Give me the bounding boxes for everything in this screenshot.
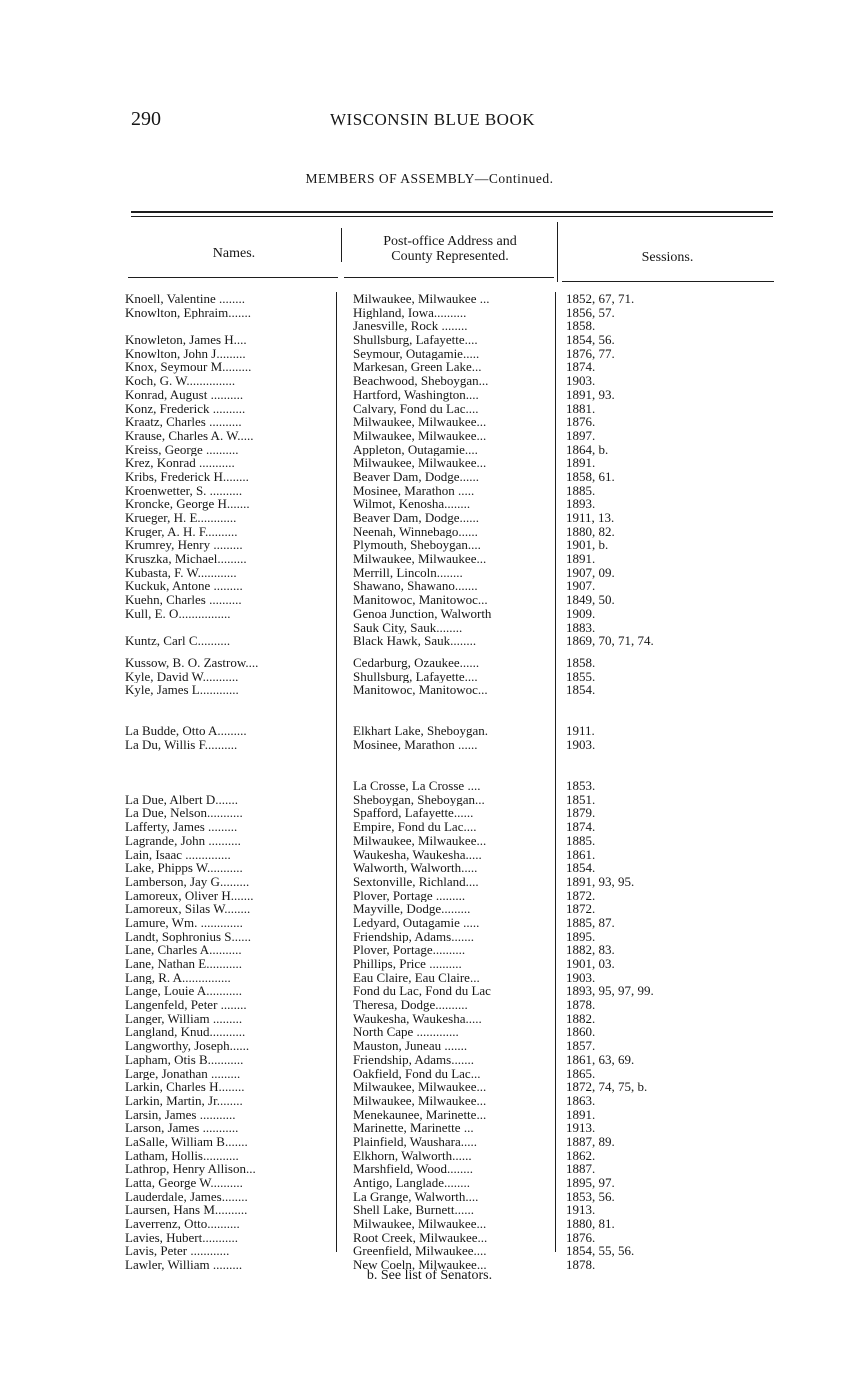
member-name: Lafferty, James ......... xyxy=(125,820,238,834)
table-row xyxy=(0,429,859,443)
table-row xyxy=(0,1053,859,1067)
table-row xyxy=(0,484,859,498)
member-address: Milwaukee, Milwaukee... xyxy=(353,1080,487,1094)
table-row xyxy=(0,511,859,525)
member-sessions: 1885. xyxy=(566,482,596,498)
member-address: Friendship, Adams....... xyxy=(353,929,474,944)
member-address: North Cape ............. xyxy=(353,1025,459,1040)
member-name: Latta, George W.......... xyxy=(125,1176,243,1190)
member-sessions: 1880, 81. xyxy=(566,1216,615,1232)
member-name: La Due, Nelson........... xyxy=(125,806,243,821)
member-address: Plover, Portage ......... xyxy=(353,888,466,903)
member-name: Lake, Phipps W........... xyxy=(125,861,243,875)
member-sessions: 1858. xyxy=(566,318,596,334)
member-sessions: 1885. xyxy=(566,832,596,848)
table-row xyxy=(0,738,859,752)
table-row xyxy=(0,648,859,656)
table-row xyxy=(0,656,859,670)
table-row xyxy=(0,1244,859,1258)
table-row xyxy=(0,916,859,930)
member-name: Langenfeld, Peter ........ xyxy=(125,998,247,1012)
member-address: Milwaukee, Milwaukee... xyxy=(353,428,487,443)
member-address: New Coeln, Milwaukee... xyxy=(353,1258,487,1272)
member-name: Kribs, Frederick H........ xyxy=(125,469,249,484)
member-address: Milwaukee, Milwaukee... xyxy=(353,456,487,470)
member-name: Langland, Knud........... xyxy=(125,1025,246,1040)
table-title: MEMBERS OF ASSEMBLY—Continued. xyxy=(305,171,554,186)
member-address: Black Hawk, Sauk........ xyxy=(353,634,477,648)
member-name: Lamure, Wm. ............. xyxy=(125,915,243,930)
member-sessions: 1882. xyxy=(566,1010,596,1026)
member-name: Krumrey, Henry ......... xyxy=(125,538,243,553)
table-row xyxy=(0,1012,859,1026)
table-top-rule xyxy=(131,211,773,213)
member-name: La Due, Albert D....... xyxy=(125,792,239,807)
member-sessions: 1852, 67, 71. xyxy=(566,291,635,306)
member-address: Manitowoc, Manitowoc... xyxy=(353,593,488,607)
member-address: Merrill, Lincoln........ xyxy=(353,565,463,580)
table-row xyxy=(0,607,859,621)
member-name: Lamoreux, Oliver H....... xyxy=(125,888,254,903)
table-row xyxy=(0,697,859,724)
member-name: Krause, Charles A. W..... xyxy=(125,428,254,443)
member-address: Milwaukee, Milwaukee... xyxy=(353,552,487,566)
member-sessions: 1885, 87. xyxy=(566,914,615,930)
member-sessions: 1907. xyxy=(566,578,596,594)
member-sessions: 1903. xyxy=(566,373,596,389)
table-row xyxy=(0,902,859,916)
column-divider-left xyxy=(341,228,342,262)
table-row xyxy=(0,779,859,793)
member-name: Langer, William ......... xyxy=(125,1011,243,1026)
member-sessions: 1854, 56. xyxy=(566,332,615,348)
member-name: Kull, E. O................ xyxy=(125,606,231,621)
member-name: Kroenwetter, S. .......... xyxy=(125,483,243,498)
table-row xyxy=(0,566,859,580)
table-row xyxy=(0,292,859,306)
member-sessions: 1855. xyxy=(566,668,596,684)
member-sessions: 1874. xyxy=(566,359,596,375)
member-sessions: 1897. xyxy=(566,427,596,443)
member-name: Lamoreux, Silas W........ xyxy=(125,902,251,916)
page-number: 290 xyxy=(131,108,161,130)
table-row xyxy=(0,347,859,361)
table-row xyxy=(0,552,859,566)
member-name: Latham, Hollis........... xyxy=(125,1148,239,1163)
member-address: Mosinee, Marathon ..... xyxy=(353,483,475,498)
member-sessions: 1872, 74, 75, b. xyxy=(566,1079,648,1095)
table-row xyxy=(0,875,859,889)
member-address: Fond du Lac, Fond du Lac xyxy=(353,984,491,999)
member-name: Lane, Charles A.......... xyxy=(125,943,242,958)
member-sessions: 1854, 55, 56. xyxy=(566,1243,635,1259)
member-name: Kubasta, F. W............ xyxy=(125,565,237,580)
member-sessions: 1909. xyxy=(566,605,596,621)
table-row xyxy=(0,1025,859,1039)
column-header-address xyxy=(345,234,555,264)
member-address: Beaver Dam, Dodge...... xyxy=(353,511,479,525)
member-name: Kyle, James L............ xyxy=(125,683,239,697)
member-sessions: 1895, 97. xyxy=(566,1175,615,1191)
member-sessions: 1876. xyxy=(566,414,596,430)
member-name: Konz, Frederick .......... xyxy=(125,401,246,416)
member-sessions: 1878. xyxy=(566,997,596,1013)
member-sessions: 1891, 93. xyxy=(566,386,615,402)
table-row xyxy=(0,634,859,648)
member-sessions: 1854. xyxy=(566,682,596,698)
member-name: Lavies, Hubert........... xyxy=(125,1230,239,1245)
member-name: Konrad, August .......... xyxy=(125,387,244,402)
member-sessions: 1864, b. xyxy=(566,441,609,457)
member-sessions: 1872. xyxy=(566,887,596,903)
member-sessions: 1893. xyxy=(566,496,596,512)
column-divider-right xyxy=(557,222,558,282)
table-row xyxy=(0,670,859,684)
member-sessions: 1911, 13. xyxy=(566,510,615,525)
member-name: Larsin, James ........... xyxy=(125,1107,236,1122)
member-name: Larson, James ........... xyxy=(125,1121,239,1135)
member-name: Lamberson, Jay G......... xyxy=(125,874,250,889)
member-sessions: 1856, 57. xyxy=(566,304,615,320)
member-name: Lathrop, Henry Allison... xyxy=(125,1162,256,1177)
member-address: Sheboygan, Sheboygan... xyxy=(353,792,485,807)
table-row xyxy=(0,1039,859,1053)
table-row xyxy=(0,1190,859,1204)
member-name: Langworthy, Joseph...... xyxy=(125,1039,250,1053)
member-address: Highland, Iowa.......... xyxy=(353,305,467,320)
member-name: Larkin, Charles H........ xyxy=(125,1080,245,1094)
member-address: La Crosse, La Crosse .... xyxy=(353,779,481,793)
member-name: Lawler, William ......... xyxy=(125,1258,243,1272)
member-address: La Grange, Walworth.... xyxy=(353,1189,479,1204)
member-name: Knox, Seymour M......... xyxy=(125,360,252,375)
member-name: Krueger, H. E............ xyxy=(125,511,237,525)
member-address: Milwaukee, Milwaukee... xyxy=(353,415,487,429)
table-row xyxy=(0,971,859,985)
member-address: Shell Lake, Burnett...... xyxy=(353,1203,474,1218)
member-address: Waukesha, Waukesha..... xyxy=(353,847,482,862)
member-address: Antigo, Langlade........ xyxy=(353,1176,470,1190)
table-row xyxy=(0,861,859,875)
member-address: Shullsburg, Lafayette.... xyxy=(353,669,478,684)
member-address: Theresa, Dodge.......... xyxy=(353,998,468,1012)
member-address: Milwaukee, Milwaukee... xyxy=(353,833,487,848)
member-name: La Budde, Otto A......... xyxy=(125,724,247,739)
member-address: Mauston, Juneau ....... xyxy=(353,1039,468,1053)
table-row xyxy=(0,1067,859,1081)
table-row xyxy=(0,752,859,779)
table-row xyxy=(0,1108,859,1122)
member-sessions: 1851. xyxy=(566,791,596,807)
table-row xyxy=(0,793,859,807)
member-address: Plover, Portage.......... xyxy=(353,943,466,958)
table-row xyxy=(0,388,859,402)
member-name: LaSalle, William B....... xyxy=(125,1134,248,1149)
member-address: Sauk City, Sauk........ xyxy=(353,620,463,635)
member-address: Seymour, Outagamie..... xyxy=(353,346,480,361)
member-name: Knowlton, Ephraim....... xyxy=(125,305,252,320)
table-row xyxy=(0,538,859,552)
member-name: Knowleton, James H.... xyxy=(125,333,247,347)
table-row xyxy=(0,525,859,539)
member-address: Plymouth, Sheboygan.... xyxy=(353,538,481,553)
member-name: Koch, G. W............... xyxy=(125,374,236,388)
table-row xyxy=(0,456,859,470)
table-row xyxy=(0,1231,859,1245)
column-header-names: Names. xyxy=(212,246,256,261)
member-sessions: 1861, 63, 69. xyxy=(566,1051,635,1067)
member-address: Friendship, Adams....... xyxy=(353,1052,474,1067)
member-address: Elkhorn, Walworth...... xyxy=(353,1148,472,1163)
column-header-sessions: Sessions. xyxy=(641,250,694,265)
running-title: WISCONSIN BLUE BOOK xyxy=(330,110,535,129)
member-sessions: 1891. xyxy=(566,551,596,567)
member-address: Oakfield, Fond du Lac... xyxy=(353,1066,481,1081)
member-address: Calvary, Fond du Lac.... xyxy=(353,401,479,416)
member-name: Knoell, Valentine ........ xyxy=(125,292,245,306)
member-sessions: 1911. xyxy=(566,723,595,739)
member-address: Spafford, Lafayette...... xyxy=(353,806,474,821)
member-sessions: 1907, 09. xyxy=(566,564,615,580)
member-sessions: 1903. xyxy=(566,969,596,985)
member-address: Mayville, Dodge......... xyxy=(353,902,471,916)
member-name: Large, Jonathan ......... xyxy=(125,1066,241,1081)
member-sessions: 1876. xyxy=(566,1229,596,1245)
member-name: Lain, Isaac .............. xyxy=(125,847,231,862)
member-sessions: 1880, 82. xyxy=(566,523,615,539)
member-address: Marinette, Marinette ... xyxy=(353,1121,474,1135)
footnote: b. See list of Senators. xyxy=(366,1268,493,1283)
header-rule-sessions xyxy=(562,281,774,282)
member-sessions: 1883. xyxy=(566,619,596,635)
table-row xyxy=(0,1176,859,1190)
member-sessions: 1876, 77. xyxy=(566,345,615,361)
member-name: Kraatz, Charles .......... xyxy=(125,415,242,429)
table-row xyxy=(0,1094,859,1108)
member-sessions: 1865. xyxy=(566,1065,596,1081)
table-row xyxy=(0,319,859,333)
member-sessions: 1913. xyxy=(566,1202,596,1218)
table-row xyxy=(0,957,859,971)
member-sessions: 1872. xyxy=(566,901,596,917)
member-address: Plainfield, Waushara..... xyxy=(353,1134,477,1149)
column-header-address-line1: Post-office Address and xyxy=(383,234,517,249)
member-sessions: 1893, 95, 97, 99. xyxy=(566,983,654,999)
member-sessions: 1887. xyxy=(566,1161,596,1177)
member-name: Lauderdale, James........ xyxy=(125,1189,248,1204)
table-row xyxy=(0,1203,859,1217)
member-name: Lang, R. A............... xyxy=(125,970,231,985)
member-sessions: 1869, 70, 71, 74. xyxy=(566,633,654,649)
member-address: Manitowoc, Manitowoc... xyxy=(353,683,488,697)
member-name: Kyle, David W........... xyxy=(125,669,239,684)
member-list xyxy=(0,292,859,1272)
member-address: Milwaukee, Milwaukee... xyxy=(353,1217,487,1231)
member-sessions: 1878. xyxy=(566,1257,596,1273)
member-name: Lapham, Otis B........... xyxy=(125,1052,244,1067)
member-address: Beachwood, Sheboygan... xyxy=(353,374,489,388)
member-name: Kroncke, George H....... xyxy=(125,497,250,512)
member-name: Kussow, B. O. Zastrow.... xyxy=(125,655,259,670)
table-row xyxy=(0,621,859,635)
member-name: Knowlton, John J......... xyxy=(125,346,246,361)
member-sessions: 1854. xyxy=(566,860,596,876)
table-row xyxy=(0,333,859,347)
member-name: Lange, Louie A........... xyxy=(125,984,242,999)
table-row xyxy=(0,1080,859,1094)
member-address: Waukesha, Waukesha..... xyxy=(353,1011,482,1026)
member-address: Root Creek, Milwaukee... xyxy=(353,1230,488,1245)
member-address: Greenfield, Milwaukee.... xyxy=(353,1244,487,1259)
member-sessions: 1891, 93, 95. xyxy=(566,873,635,889)
table-row xyxy=(0,943,859,957)
table-row xyxy=(0,724,859,738)
member-sessions: 1857. xyxy=(566,1038,596,1054)
member-name: Kreiss, George .......... xyxy=(125,442,239,457)
table-row xyxy=(0,848,859,862)
member-address: Beaver Dam, Dodge...... xyxy=(353,469,479,484)
member-sessions: 1887, 89. xyxy=(566,1133,615,1149)
member-sessions: 1874. xyxy=(566,819,596,835)
member-address: Empire, Fond du Lac.... xyxy=(353,820,477,834)
table-row xyxy=(0,930,859,944)
member-address: Elkhart Lake, Sheboygan. xyxy=(353,724,489,739)
member-address: Marshfield, Wood........ xyxy=(353,1162,474,1177)
table-row xyxy=(0,1162,859,1176)
member-sessions: 1863. xyxy=(566,1092,596,1108)
member-sessions: 1858. xyxy=(566,654,596,670)
table-row xyxy=(0,306,859,320)
member-address: Neenah, Winnebago...... xyxy=(353,524,478,539)
member-address: Milwaukee, Milwaukee... xyxy=(353,1093,487,1108)
member-sessions: 1853. xyxy=(566,778,596,794)
table-row xyxy=(0,1121,859,1135)
member-name: Landt, Sophronius S...... xyxy=(125,929,252,944)
member-sessions: 1862. xyxy=(566,1147,596,1163)
member-address: Markesan, Green Lake... xyxy=(353,360,482,375)
member-address: Wilmot, Kenosha........ xyxy=(353,497,471,512)
member-address: Shawano, Shawano....... xyxy=(353,579,478,594)
table-row xyxy=(0,984,859,998)
member-name: Lagrande, John .......... xyxy=(125,833,241,848)
member-sessions: 1913. xyxy=(566,1120,596,1136)
member-name: Krez, Konrad ........... xyxy=(125,456,235,470)
member-address: Menekaunee, Marinette... xyxy=(353,1107,487,1122)
member-sessions: 1903. xyxy=(566,737,596,753)
table-row xyxy=(0,806,859,820)
table-row xyxy=(0,360,859,374)
table-row xyxy=(0,374,859,388)
header-rule-address xyxy=(344,277,554,278)
member-name: Lavis, Peter ............ xyxy=(125,1244,230,1259)
member-sessions: 1882, 83. xyxy=(566,942,615,958)
member-address: Hartford, Washington.... xyxy=(353,387,479,402)
member-address: Mosinee, Marathon ...... xyxy=(353,738,478,752)
member-address: Shullsburg, Lafayette.... xyxy=(353,333,478,347)
member-name: Lane, Nathan E........... xyxy=(125,957,242,971)
table-row xyxy=(0,998,859,1012)
member-sessions: 1860. xyxy=(566,1024,596,1040)
member-sessions: 1901, b. xyxy=(566,537,609,553)
table-row xyxy=(0,1149,859,1163)
member-sessions: 1861. xyxy=(566,846,596,862)
member-name: Kruszka, Michael......... xyxy=(125,552,247,566)
member-sessions: 1901, 03. xyxy=(566,956,615,972)
table-row xyxy=(0,1135,859,1149)
member-address: Genoa Junction, Walworth xyxy=(353,606,492,621)
member-address: Milwaukee, Milwaukee ... xyxy=(353,292,490,306)
table-row xyxy=(0,470,859,484)
header-rule-names xyxy=(128,277,338,278)
member-sessions: 1895. xyxy=(566,928,596,944)
member-sessions: 1853, 56. xyxy=(566,1188,615,1204)
column-header-address-line2: County Represented. xyxy=(391,249,509,264)
member-name: Kuehn, Charles .......... xyxy=(125,593,242,607)
member-address: Sextonville, Richland.... xyxy=(353,874,479,889)
table-top-rule-second xyxy=(131,216,773,217)
member-address: Eau Claire, Eau Claire... xyxy=(353,970,480,985)
table-row xyxy=(0,593,859,607)
member-address: Janesville, Rock ........ xyxy=(353,319,468,334)
member-sessions: 1858, 61. xyxy=(566,468,615,484)
table-row xyxy=(0,443,859,457)
member-address: Cedarburg, Ozaukee...... xyxy=(353,655,480,670)
member-name: Laverrenz, Otto.......... xyxy=(125,1217,240,1231)
member-sessions: 1849, 50. xyxy=(566,592,615,608)
member-name: Kuckuk, Antone ......... xyxy=(125,579,243,594)
member-address: Ledyard, Outagamie ..... xyxy=(353,915,480,930)
table-row xyxy=(0,1217,859,1231)
member-sessions: 1891. xyxy=(566,1106,596,1122)
table-row xyxy=(0,402,859,416)
table-row xyxy=(0,497,859,511)
member-address: Phillips, Price .......... xyxy=(353,957,462,971)
table-row xyxy=(0,889,859,903)
member-name: Larkin, Martin, Jr........ xyxy=(125,1093,243,1108)
member-sessions: 1881. xyxy=(566,400,596,416)
table-row xyxy=(0,834,859,848)
table-row xyxy=(0,579,859,593)
member-name: La Du, Willis F.......... xyxy=(125,738,238,752)
table-row xyxy=(0,820,859,834)
member-name: Kruger, A. H. F.......... xyxy=(125,524,238,539)
member-address: Appleton, Outagamie.... xyxy=(353,442,478,457)
table-row xyxy=(0,415,859,429)
member-sessions: 1891. xyxy=(566,455,596,471)
member-name: Kuntz, Carl C.......... xyxy=(125,634,231,648)
member-name: Laursen, Hans M.......... xyxy=(125,1203,248,1218)
member-address: Walworth, Walworth..... xyxy=(353,861,478,875)
member-sessions: 1879. xyxy=(566,805,596,821)
table-row xyxy=(0,683,859,697)
